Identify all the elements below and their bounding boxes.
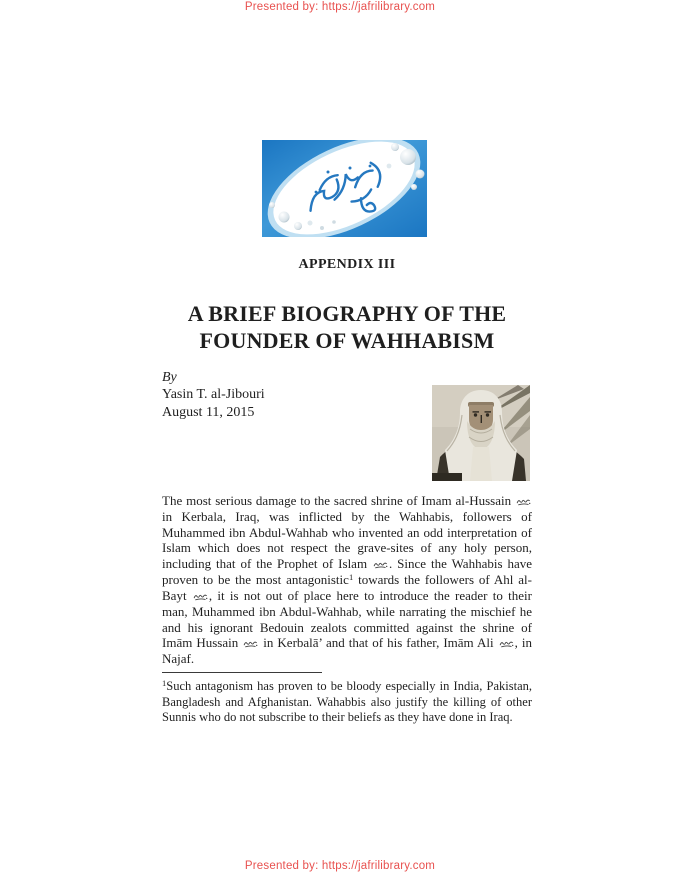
body-paragraph: The most serious damage to the sacred shrine of Imam al-Hussain in Kerbala, Iraq, was inflicted by the Wahhabis, followers of Muhammed ibn Abdul-Wahhab who invented an odd interpretation of Islam which does not respect the grave-sites of any holy person, including that of the Prophet of Islam . Since the Wahhabis have proven to be the most antagonistic$^1$ towards the followers of Ahl al-Bayt , it is not out of place here to introduce the reader to their man, Muhammed ibn Abdul-Wahhab, while narrating the mischief he and his ignorant Bedouin zealots committed against the shrine of Imām Hussain in Kerbalā’ and that of his father, Imām Ali , in Najaf. <box>162 493 533 667</box>
byline <box>162 369 265 421</box>
byline-author: Yasin T. al-Jibouri <box>162 387 265 403</box>
portrait-photo <box>432 385 530 481</box>
byline-by-label: By <box>162 370 177 385</box>
alayhis-salam-honorific-icon <box>499 638 514 648</box>
alayhis-salam-honorific-icon <box>516 496 531 506</box>
byline-date: August 11, 2015 <box>162 404 255 420</box>
title-line-2: FOUNDER OF WAHHABISM <box>199 328 495 353</box>
footnote-reference-marker: 1 <box>348 572 354 583</box>
footer-watermark: Presented by: https://jafrilibrary.com <box>244 860 436 872</box>
alayhim-salam-honorific-icon <box>193 591 208 601</box>
footnote-text: $^1$Such antagonism has proven to be bloody especially in India, Pakistan, Bangladesh and Afghanistan. Wahabbis also justify the killing of other Sunnis who do not subscribe to their beliefs as they have done in Iraq. <box>162 678 532 724</box>
bismillah-calligraphy-icon <box>262 140 427 237</box>
bismillah-calligraphy-image <box>262 140 427 237</box>
page-title <box>152 300 542 354</box>
header-watermark: Presented by: https://jafrilibrary.com <box>244 1 436 13</box>
sallallahu-alayhi-wa-alih-honorific-icon <box>373 559 388 569</box>
title-line-1: A BRIEF BIOGRAPHY OF THE <box>187 301 507 326</box>
footnote-separator <box>162 672 322 673</box>
footnote-reference-marker: 1 <box>162 678 167 688</box>
alayhis-salam-honorific-icon <box>243 638 258 648</box>
portrait-photo-icon <box>432 385 530 481</box>
appendix-heading: APPENDIX III <box>298 257 396 272</box>
